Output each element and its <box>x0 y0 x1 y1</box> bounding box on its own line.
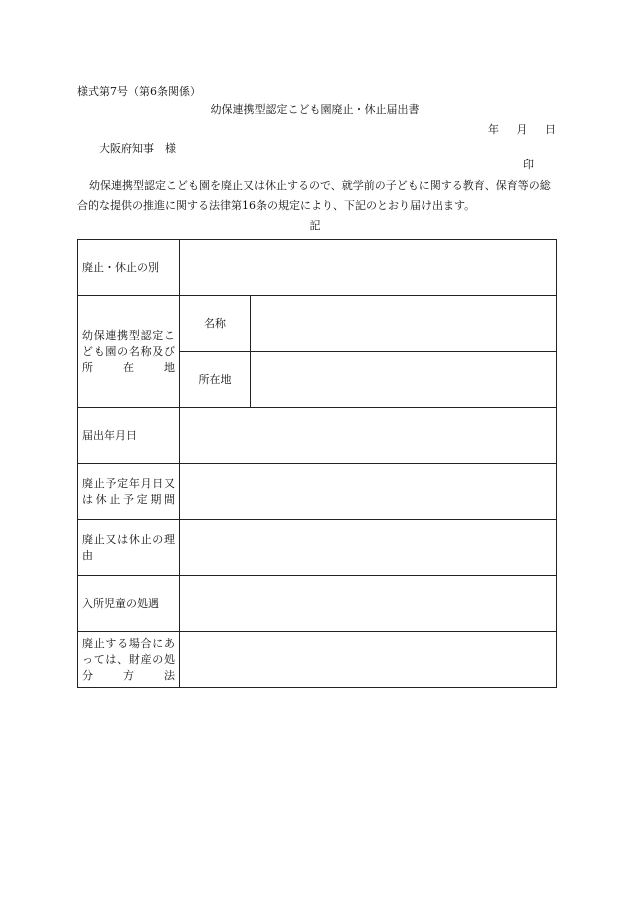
ki-heading: 記 <box>309 219 321 232</box>
label-facility: 幼保連携型認定こども園の名称及び所在地 <box>78 296 180 408</box>
seal-mark: 印 <box>523 158 534 171</box>
field-planned-date[interactable] <box>180 464 557 520</box>
label-planned-date: 廃止予定年月日又は休止予定期間 <box>78 464 180 520</box>
row-planned-date <box>78 464 557 520</box>
field-reason[interactable] <box>180 520 557 576</box>
form-number: 様式第7号（第6条関係） <box>77 85 201 98</box>
label-notification-date: 届出年月日 <box>78 408 180 464</box>
label-abolition-or-suspension: 廃止・休止の別 <box>78 240 180 296</box>
label-property-disposal: 廃止する場合にあっては、財産の処分方法 <box>78 632 180 688</box>
label-children-treatment: 入所児童の処遇 <box>78 576 180 632</box>
date-month: 月 <box>516 123 528 136</box>
field-address[interactable] <box>251 352 557 408</box>
date-day: 日 <box>545 123 556 136</box>
row-children-treatment <box>78 576 557 632</box>
recipient: 大阪府知事 様 <box>99 142 176 155</box>
row-property-disposal <box>78 632 557 688</box>
field-children-treatment[interactable] <box>180 576 557 632</box>
field-abolition-or-suspension[interactable] <box>180 240 557 296</box>
row-abolition-or-suspension <box>78 240 557 296</box>
row-notification-date <box>78 408 557 464</box>
body-text: 幼保連携型認定こども園を廃止又は休止するので、就学前の子どもに関する教育、保育等の総合的な提供の推進に関する法律第16条の規定により、下記のとおり届け出ます。 <box>77 179 551 212</box>
record-table <box>77 239 557 688</box>
label-reason: 廃止又は休止の理由 <box>78 520 180 576</box>
label-address: 所在地 <box>180 352 251 408</box>
date-year: 年 <box>488 123 499 136</box>
document-title: 幼保連携型認定こども園廃止・休止届出書 <box>210 103 420 116</box>
field-property-disposal[interactable] <box>180 632 557 688</box>
field-notification-date[interactable] <box>180 408 557 464</box>
field-name[interactable] <box>251 296 557 352</box>
row-facility-name <box>78 296 557 352</box>
date-line <box>474 123 556 137</box>
row-reason <box>78 520 557 576</box>
label-name: 名称 <box>180 296 251 352</box>
